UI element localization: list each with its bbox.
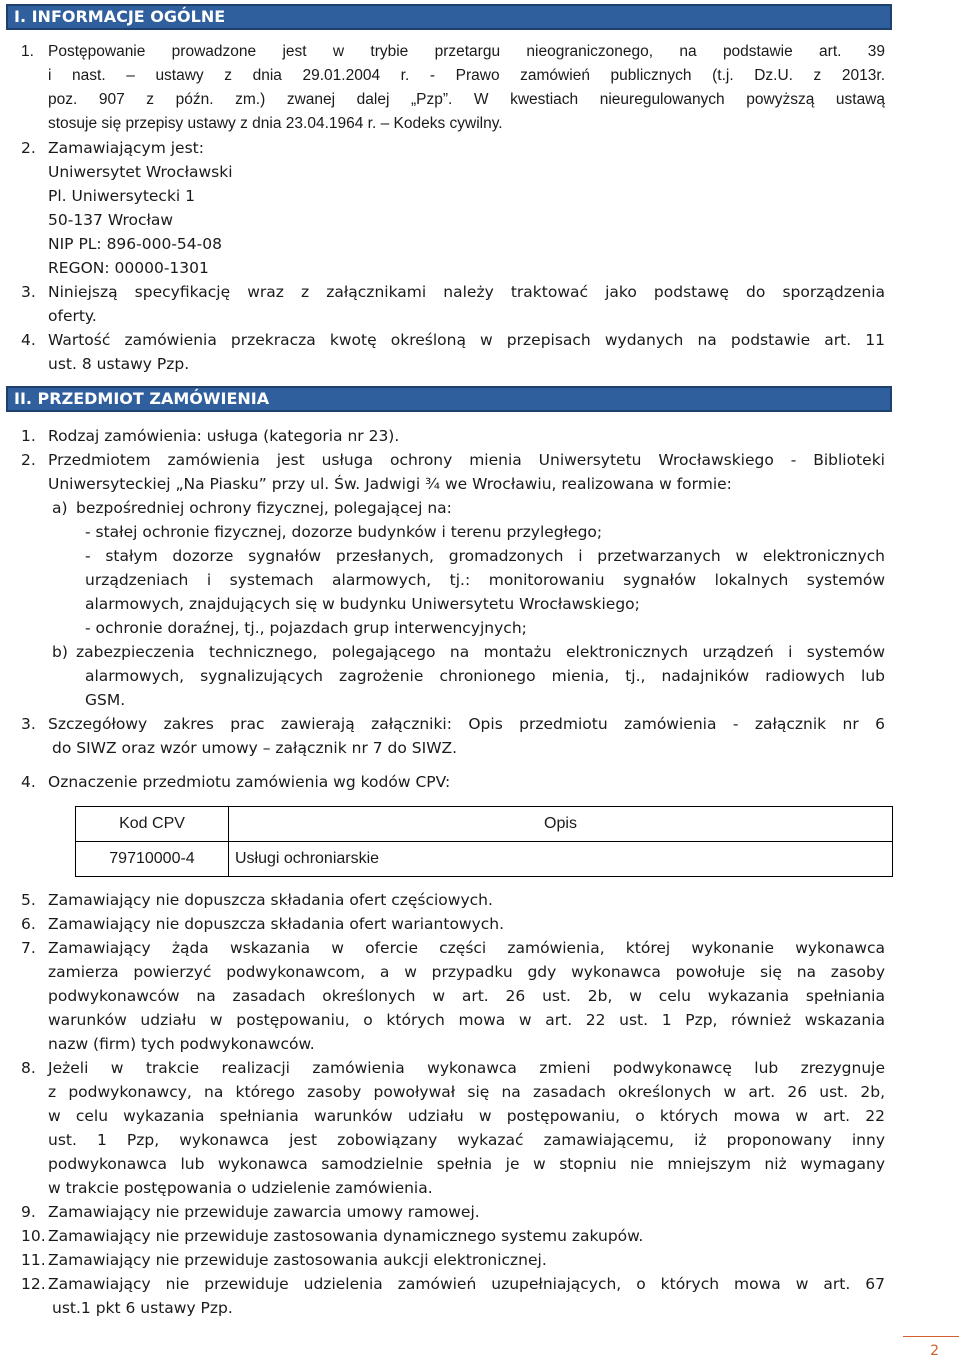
item-number: 12. xyxy=(21,1275,46,1293)
paragraph-2-11: 11. Zamawiający nie przewiduje zastosowania aukcji elektronicznej. xyxy=(21,1251,547,1269)
paragraph-2-8-line-3: w celu wykazania spełniania warunków udziału w postępowaniu, o których mowa w art. 22 xyxy=(48,1107,885,1125)
paragraph-2-7-line-5: nazw (firm) tych podwykonawców. xyxy=(48,1035,315,1053)
contracting-authority-street: Pl. Uniwersytecki 1 xyxy=(48,187,196,205)
paragraph-2-6: 6. Zamawiający nie dopuszcza składania ofert wariantowych. xyxy=(21,915,505,933)
paragraph-1-1-line-1: 1. Postępowanie prowadzone jest w trybie przetargu nieograniczonego, na podstawie art. 39 xyxy=(21,43,885,60)
table-cell-code: 79710000-4 xyxy=(76,842,229,877)
item-number: 1. xyxy=(21,43,34,60)
section-header-subject: II. PRZEDMIOT ZAMÓWIENIA xyxy=(6,386,892,412)
paragraph-2-4: 4. Oznaczenie przedmiotu zamówienia wg kodów CPV: xyxy=(21,773,451,791)
item-number: 10. xyxy=(21,1227,46,1245)
paragraph-1-3-line-1: 3. Niniejszą specyfikację wraz z załącznikami należy traktować jako podstawę do sporządzenia xyxy=(21,283,885,301)
subitem-a-bullet-1: - stałej ochronie fizycznej, dozorze budynków i terenu przyległego; xyxy=(85,523,603,541)
paragraph-2-8-line-6: w trakcie postępowania o udzielenie zamówienia. xyxy=(48,1179,433,1197)
item-number: 11. xyxy=(21,1251,46,1269)
cpv-table xyxy=(75,806,893,877)
section-header-general-info: I. INFORMACJE OGÓLNE xyxy=(6,4,892,30)
paragraph-1-1-line-2: i nast. – ustawy z dnia 29.01.2004 r. - Prawo zamówień publicznych (t.j. Dz.U. z 2013r. xyxy=(48,67,885,84)
paragraph-2-7-line-2: zamierza powierzyć podwykonawcom, a w przypadku gdy wykonawca powołuje się na zasoby xyxy=(48,963,885,981)
item-number: 2. xyxy=(21,451,36,469)
page-number: 2 xyxy=(903,1336,959,1359)
table-cell-desc: Usługi ochroniarskie xyxy=(229,842,893,877)
paragraph-1-1-line-3: poz. 907 z późn. zm.) zwanej dalej „Pzp”. W kwestiach nieuregulowanych powyższą ustawą xyxy=(48,91,885,108)
subitem-b-line-2: alarmowych, sygnalizujących zagrożenie chronionego mienia, tj., nadajników radiowych lub xyxy=(85,667,885,685)
item-number: 3. xyxy=(21,283,36,301)
paragraph-2-1: 1. Rodzaj zamówienia: usługa (kategoria nr 23). xyxy=(21,427,400,445)
subitem-a-bullet-2-line-1: - stałym dozorze sygnałów przesłanych, gromadzonych i przetwarzanych w elektronicznych xyxy=(85,547,885,565)
paragraph-2-5: 5. Zamawiający nie dopuszcza składania ofert częściowych. xyxy=(21,891,493,909)
item-number: 5. xyxy=(21,891,36,909)
subitem-a-bullet-2-line-2: urządzeniach i systemach alarmowych, tj.: monitorowaniu sygnałów lokalnych systemów xyxy=(85,571,885,589)
paragraph-1-2-line-1: 2. Zamawiającym jest: xyxy=(21,139,204,157)
paragraph-1-3-line-2: oferty. xyxy=(48,307,97,325)
paragraph-1-4-line-2: ust. 8 ustawy Pzp. xyxy=(48,355,190,373)
subitem-a-bullet-2-line-3: alarmowych, znajdujących się w budynku Uniwersytetu Wrocławskiego; xyxy=(85,595,640,613)
subitem-label: b) xyxy=(52,643,68,661)
item-number: 8. xyxy=(21,1059,36,1077)
paragraph-2-8-line-1: 8. Jeżeli w trakcie realizacji zamówienia wykonawca zmieni podwykonawcę lub zrezygnuje xyxy=(21,1059,885,1077)
subitem-a: a) bezpośredniej ochrony fizycznej, polegającej na: xyxy=(52,499,452,517)
subitem-b-line-3: GSM. xyxy=(85,691,126,709)
paragraph-2-2-line-1: 2. Przedmiotem zamówienia jest usługa ochrony mienia Uniwersytetu Wrocławskiego - Biblioteki xyxy=(21,451,885,469)
paragraph-2-9: 9. Zamawiający nie przewiduje zawarcia umowy ramowej. xyxy=(21,1203,480,1221)
table-row xyxy=(76,842,893,877)
contracting-authority-regon: REGON: 00000-1301 xyxy=(48,259,209,277)
item-number: 4. xyxy=(21,331,36,349)
subitem-a-bullet-3: - ochronie doraźnej, tj., pojazdach grup interwencyjnych; xyxy=(85,619,527,637)
paragraph-2-8-line-5: podwykonawca lub wykonawca samodzielnie spełnia je w stopniu nie mniejszym niż wymagany xyxy=(48,1155,885,1173)
paragraph-2-10: 10. Zamawiający nie przewiduje zastosowania dynamicznego systemu zakupów. xyxy=(21,1227,644,1245)
table-header-code: Kod CPV xyxy=(76,807,229,842)
paragraph-2-12-line-1: 12. Zamawiający nie przewiduje udzielenia zamówień uzupełniających, o których mowa w art. 67 xyxy=(21,1275,885,1293)
table-header-row xyxy=(76,807,893,842)
paragraph-2-7-line-4: warunków udziału w postępowaniu, o których mowa w art. 22 ust. 1 Pzp, również wskazania xyxy=(48,1011,885,1029)
subitem-label: a) xyxy=(52,499,68,517)
item-number: 4. xyxy=(21,773,36,791)
item-number: 9. xyxy=(21,1203,36,1221)
contracting-authority-name: Uniwersytet Wrocławski xyxy=(48,163,233,181)
paragraph-2-8-line-2: z podwykonawcy, na którego zasoby powoływał się na zasadach określonych w art. 26 ust. 2b, xyxy=(48,1083,885,1101)
contracting-authority-city: 50-137 Wrocław xyxy=(48,211,174,229)
item-number: 6. xyxy=(21,915,36,933)
paragraph-1-4-line-1: 4. Wartość zamówienia przekracza kwotę określoną w przepisach wydanych na podstawie art. 11 xyxy=(21,331,885,349)
paragraph-2-8-line-4: ust. 1 Pzp, wykonawca jest zobowiązany wykazać zamawiającemu, iż proponowany inny xyxy=(48,1131,885,1149)
paragraph-2-3-line-2: do SIWZ oraz wzór umowy – załącznik nr 7 do SIWZ. xyxy=(52,739,458,757)
item-number: 7. xyxy=(21,939,36,957)
paragraph-2-3-line-1: 3. Szczegółowy zakres prac zawierają załączniki: Opis przedmiotu zamówienia - załącznik nr 6 xyxy=(21,715,885,733)
paragraph-2-7-line-1: 7. Zamawiający żąda wskazania w ofercie części zamówienia, której wykonanie wykonawca xyxy=(21,939,885,957)
item-number: 3. xyxy=(21,715,36,733)
paragraph-2-2-line-2: Uniwersyteckiej „Na Piasku” przy ul. Św. Jadwigi ¾ we Wrocławiu, realizowana w formie: xyxy=(48,475,732,493)
paragraph-1-1-line-4: stosuje się przepisy ustawy z dnia 23.04.1964 r. – Kodeks cywilny. xyxy=(48,115,503,132)
contracting-authority-nip: NIP PL: 896-000-54-08 xyxy=(48,235,222,253)
table-header-desc: Opis xyxy=(229,807,893,842)
subitem-b-line-1: b) zabezpieczenia technicznego, polegającego na montażu elektronicznych urządzeń i systemów xyxy=(52,643,885,661)
paragraph-2-12-line-2: ust.1 pkt 6 ustawy Pzp. xyxy=(52,1299,233,1317)
item-number: 2. xyxy=(21,139,36,157)
item-number: 1. xyxy=(21,427,36,445)
paragraph-2-7-line-3: podwykonawców na zasadach określonych w art. 26 ust. 2b, w celu wykazania spełniania xyxy=(48,987,885,1005)
